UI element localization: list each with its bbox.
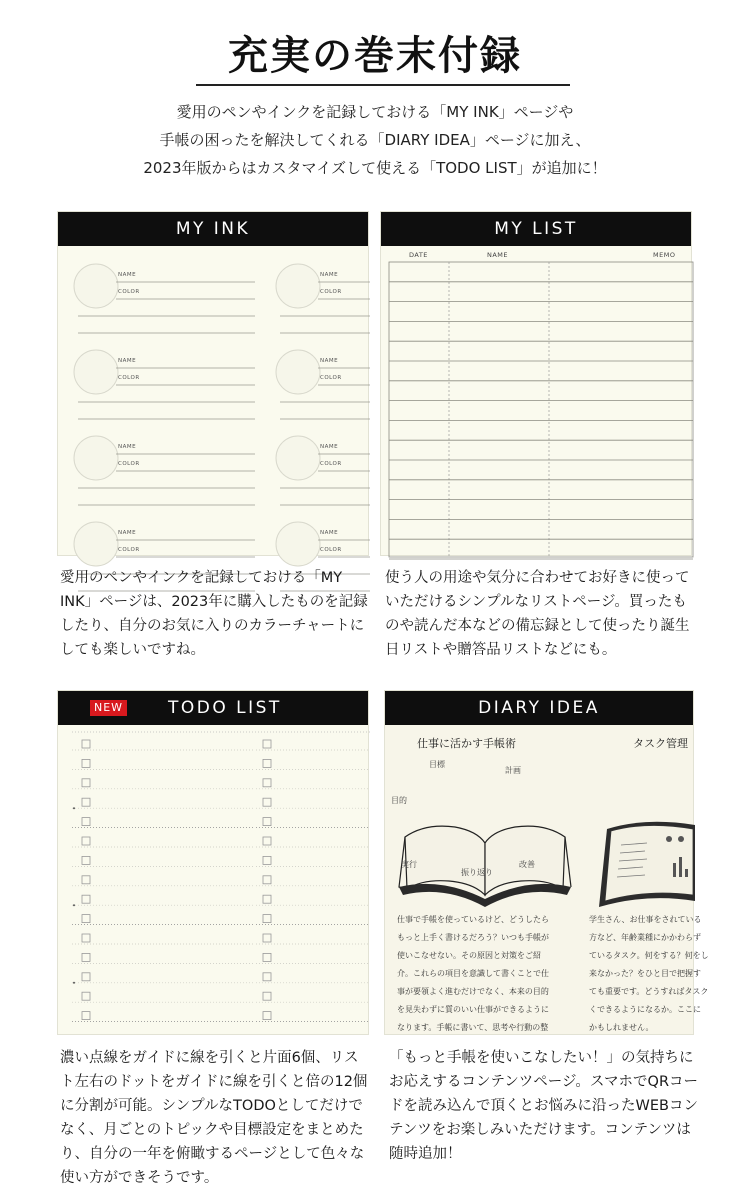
ink-color-label: COLOR bbox=[118, 375, 140, 381]
ink-name-label: NAME bbox=[320, 358, 339, 364]
text-line: ているタスク。何をする？何をし bbox=[589, 951, 709, 960]
todo-list-title: TODO LIST bbox=[168, 698, 282, 718]
text-line: ても重要です。どうすればタスク bbox=[589, 987, 709, 996]
intro-line: 手帳の困ったを解決してくれる「DIARY IDEA」ページに加え、 bbox=[159, 131, 591, 149]
todo-checkbox bbox=[82, 740, 90, 748]
todo-checkbox bbox=[82, 992, 90, 1000]
todo-checkbox bbox=[82, 915, 90, 923]
page-title: 充実の巻末付録 bbox=[228, 33, 522, 79]
text-line: 方など、年齢業種にかかわらず bbox=[589, 933, 701, 942]
diary-idea-description: 「もっと手帳を使いこなしたい！」の気持ちにお応えするコンテンツページ。スマホでQRコードを読み込んで頂くとお悩みに沿ったWEBコンテンツをお楽しみいただけます。コンテンツは随時追加！ bbox=[389, 1050, 699, 1162]
my-ink-illustration bbox=[58, 246, 370, 557]
ink-color-label: COLOR bbox=[118, 461, 140, 467]
intro-line: 愛用のペンやインクを記録しておける「MY INK」ページや bbox=[176, 103, 574, 121]
text-line: もっと上手く書けるだろう？いつも手帳が bbox=[397, 933, 549, 942]
ink-color-label: COLOR bbox=[320, 375, 342, 381]
ink-color-label: COLOR bbox=[118, 289, 140, 295]
col-memo-label: MEMO bbox=[653, 251, 676, 259]
label-purpose: 目的 bbox=[391, 796, 407, 805]
ink-swatch-circle bbox=[74, 264, 118, 308]
todo-checkbox bbox=[263, 973, 271, 981]
todo-list-description: 濃い点線をガイドに線を引くと片面6個、リスト左右のドットをガイドに線を引くと倍の12個に分割が可能。シンプルなTODOとしてだけでなく、月ごとのトピックや目標設定をまとめたり、自分の一年を俯瞰するページとして色々な使い方ができそうです。 bbox=[60, 1050, 368, 1186]
ink-swatch-circle bbox=[74, 350, 118, 394]
todo-checkbox bbox=[82, 759, 90, 767]
todo-checkbox bbox=[263, 856, 271, 864]
new-badge: NEW bbox=[90, 700, 127, 716]
diary-idea-title: DIARY IDEA bbox=[385, 691, 693, 725]
todo-list-header bbox=[58, 691, 368, 725]
text-line: 事が要領よく進むだけでなく、本来の目的 bbox=[397, 987, 549, 996]
ink-name-label: NAME bbox=[320, 272, 339, 278]
todo-checkbox bbox=[263, 740, 271, 748]
my-ink-title: MY INK bbox=[58, 212, 368, 246]
todo-checkbox bbox=[263, 934, 271, 942]
my-list-illustration bbox=[381, 246, 693, 557]
todo-checkbox bbox=[82, 876, 90, 884]
todo-checkbox bbox=[263, 992, 271, 1000]
todo-checkbox bbox=[82, 895, 90, 903]
col-date-label: DATE bbox=[409, 251, 428, 259]
diary-book-illustrations bbox=[385, 765, 695, 925]
text-line: 使いこなせない。その原因と対策をご紹 bbox=[397, 951, 541, 960]
text-line: 介。これらの項目を意識して書くことで仕 bbox=[397, 969, 549, 978]
ink-color-label: COLOR bbox=[320, 547, 342, 553]
ink-name-label: NAME bbox=[118, 358, 137, 364]
label-review: 振り返り bbox=[461, 868, 493, 877]
text-line: 学生さん、お仕事をされている bbox=[589, 915, 702, 924]
my-list-description: 使う人の用途や気分に合わせてお好きに使っていただけるシンプルなリストページ。買ったものや読んだ本などの備忘録として使ったり誕生日リストや贈答品リストなどにも。 bbox=[385, 570, 690, 658]
my-list-title: MY LIST bbox=[381, 212, 691, 246]
ink-color-label: COLOR bbox=[320, 289, 342, 295]
ink-swatch-circle bbox=[74, 436, 118, 480]
my-list-panel bbox=[380, 211, 692, 556]
todo-guide-dot bbox=[73, 807, 75, 809]
text-line: 来なかった？をひと目で把握す bbox=[589, 969, 701, 978]
ink-color-label: COLOR bbox=[118, 547, 140, 553]
ink-name-label: NAME bbox=[118, 444, 137, 450]
todo-list-page bbox=[58, 725, 368, 1034]
diary-page1-text bbox=[397, 911, 587, 1037]
label-improve: 改善 bbox=[519, 860, 535, 869]
ink-name-label: NAME bbox=[320, 530, 339, 536]
ink-color-label: COLOR bbox=[320, 461, 342, 467]
my-list-page bbox=[381, 246, 691, 555]
todo-list-panel bbox=[57, 690, 369, 1035]
todo-checkbox bbox=[82, 837, 90, 845]
title-underline bbox=[196, 84, 570, 86]
diary-idea-page bbox=[385, 725, 709, 1034]
diary-page1-title: 仕事に活かす手帳術 bbox=[417, 737, 516, 750]
todo-list-illustration bbox=[58, 725, 370, 1036]
ink-swatch-circle bbox=[276, 350, 320, 394]
text-line: を見失わずに質のいい仕事ができるように bbox=[397, 1005, 549, 1014]
todo-checkbox bbox=[263, 818, 271, 826]
label-plan: 計画 bbox=[505, 766, 521, 775]
diary-idea-panel bbox=[384, 690, 709, 1035]
text-line: くできるようになるか。ここに bbox=[589, 1005, 701, 1014]
todo-checkbox bbox=[263, 915, 271, 923]
label-goal: 目標 bbox=[429, 760, 445, 769]
ink-swatch-circle bbox=[74, 522, 118, 566]
todo-checkbox bbox=[82, 1012, 90, 1020]
todo-checkbox bbox=[263, 953, 271, 961]
todo-checkbox bbox=[82, 856, 90, 864]
ink-name-label: NAME bbox=[118, 530, 137, 536]
todo-guide-dot bbox=[73, 982, 75, 984]
todo-checkbox bbox=[263, 779, 271, 787]
my-ink-panel bbox=[57, 211, 369, 556]
todo-checkbox bbox=[263, 759, 271, 767]
ink-swatch-circle bbox=[276, 436, 320, 480]
todo-guide-dot bbox=[73, 904, 75, 906]
todo-checkbox bbox=[82, 953, 90, 961]
diary-page2-text bbox=[589, 911, 709, 1037]
list-border bbox=[389, 262, 693, 557]
text-line: かもしれません。 bbox=[589, 1023, 654, 1032]
todo-checkbox bbox=[263, 798, 271, 806]
intro-line: 2023年版からはカスタマイズして使える「TODO LIST」が追加に！ bbox=[143, 159, 607, 177]
todo-checkbox bbox=[82, 779, 90, 787]
todo-checkbox bbox=[263, 1012, 271, 1020]
col-name-label: NAME bbox=[487, 251, 509, 259]
my-ink-page bbox=[58, 246, 368, 555]
todo-checkbox bbox=[82, 798, 90, 806]
intro-text bbox=[60, 98, 690, 182]
ink-swatch-circle bbox=[276, 522, 320, 566]
todo-checkbox bbox=[263, 876, 271, 884]
label-execute: 実行 bbox=[401, 860, 417, 869]
ink-swatch-circle bbox=[276, 264, 320, 308]
ink-name-label: NAME bbox=[320, 444, 339, 450]
todo-checkbox bbox=[82, 973, 90, 981]
ink-name-label: NAME bbox=[118, 272, 137, 278]
diary-page2-title: タスク管理 bbox=[633, 737, 688, 750]
text-line: 仕事で手帳を使っているけど、どうしたら bbox=[397, 915, 549, 924]
task-notebook-icon bbox=[599, 822, 695, 907]
my-ink-description: 愛用のペンやインクを記録しておける「MY INK」ページは、2023年に購入したものを記録したり、自分のお気に入りのカラーチャートにしても楽しいですね。 bbox=[60, 570, 368, 658]
todo-checkbox bbox=[82, 818, 90, 826]
todo-checkbox bbox=[263, 837, 271, 845]
text-line: なります。手帳に書いて、思考や行動の整 bbox=[397, 1023, 549, 1032]
todo-checkbox bbox=[82, 934, 90, 942]
todo-checkbox bbox=[263, 895, 271, 903]
